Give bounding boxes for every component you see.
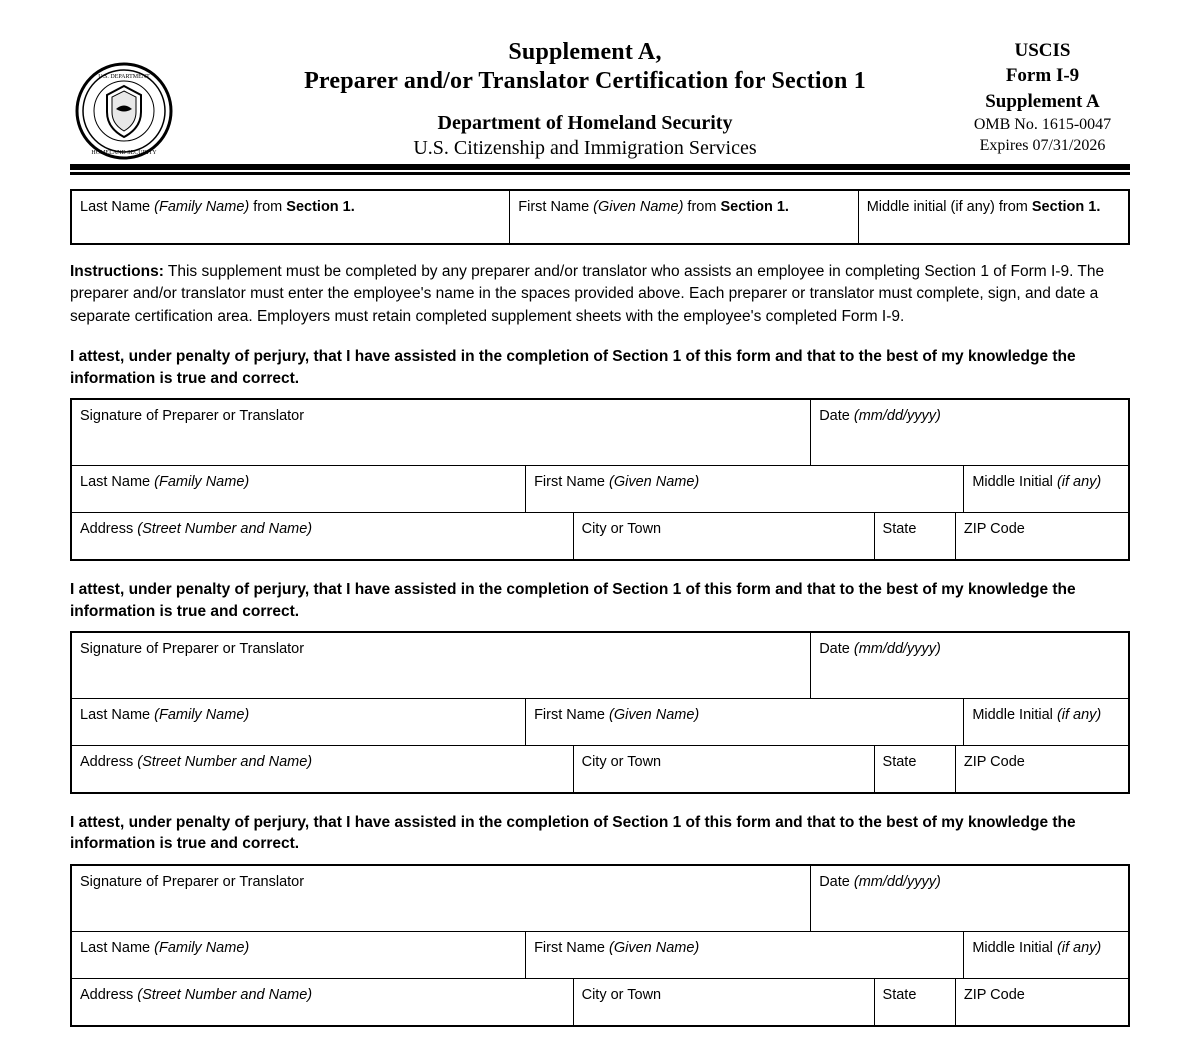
agency-name: U.S. Citizenship and Immigration Services bbox=[413, 136, 757, 159]
employee-first-name-field[interactable] bbox=[510, 191, 858, 243]
state-label: State bbox=[882, 521, 917, 538]
employee-first-name-label-bold: Section 1. bbox=[720, 199, 789, 215]
middle-initial-italic: (if any) bbox=[1056, 706, 1102, 723]
address-label: Address bbox=[80, 521, 138, 538]
preparer-zip-field-3[interactable] bbox=[956, 978, 1128, 1025]
last-name-label: Last Name bbox=[80, 939, 155, 956]
form-header bbox=[0, 0, 1200, 159]
last-name-label: Last Name bbox=[80, 706, 155, 723]
preparer-date-field-2[interactable] bbox=[811, 633, 1128, 698]
preparer-middle-initial-field-3[interactable] bbox=[964, 931, 1128, 978]
middle-initial-label: Middle Initial bbox=[972, 474, 1057, 491]
first-name-italic: (Given Name) bbox=[609, 706, 700, 723]
attestation-statement-1: I attest, under penalty of perjury, that I have assisted in the completion of Section 1 of this form and that to the best of my knowledge the information is true and correct. bbox=[70, 348, 1076, 387]
employee-name-row bbox=[72, 191, 1128, 243]
preparer-city-field-1[interactable] bbox=[574, 512, 875, 559]
signature-label: Signature of Preparer or Translator bbox=[80, 408, 305, 425]
first-name-label: First Name bbox=[534, 706, 609, 723]
preparer-city-field-2[interactable] bbox=[574, 745, 875, 792]
date-format: (mm/dd/yyyy) bbox=[853, 873, 941, 890]
department-name: Department of Homeland Security bbox=[437, 111, 733, 134]
address-label: Address bbox=[80, 986, 138, 1003]
preparer-address-field-3[interactable] bbox=[72, 978, 574, 1025]
title-line-2: Preparer and/or Translator Certification for Section 1 bbox=[304, 68, 866, 95]
preparer-middle-initial-field-1[interactable] bbox=[964, 465, 1128, 512]
employee-first-name-label-italic: (Given Name) bbox=[593, 199, 684, 215]
preparer-address-field-2[interactable] bbox=[72, 745, 574, 792]
header-divider bbox=[70, 164, 1130, 175]
preparer-date-field-3[interactable] bbox=[811, 866, 1128, 931]
signature-row bbox=[72, 866, 1128, 931]
svg-text:HOMELAND SECURITY: HOMELAND SECURITY bbox=[91, 150, 157, 156]
city-label: City or Town bbox=[581, 986, 662, 1003]
first-name-italic: (Given Name) bbox=[609, 939, 700, 956]
preparer-signature-field-1[interactable] bbox=[72, 400, 811, 465]
instructions-text: This supplement must be completed by any preparer and/or translator who assists an employee in completing Section 1 of Form I-9. The preparer and/or translator must enter the employee's name in the spaces provided above. Each preparer or translator must complete, sign, and date a separate certification area. Employers must retain completed supplement sheets with the employee's completed Form I-9. bbox=[70, 263, 1105, 325]
preparer-first-name-field-3[interactable] bbox=[526, 931, 964, 978]
preparer-state-field-2[interactable] bbox=[875, 745, 956, 792]
certification-block-2 bbox=[70, 631, 1130, 794]
divider-thin bbox=[70, 172, 1130, 175]
middle-initial-label: Middle Initial bbox=[972, 939, 1057, 956]
first-name-label: First Name bbox=[534, 474, 609, 491]
preparer-zip-field-1[interactable] bbox=[956, 512, 1128, 559]
employee-last-name-field[interactable] bbox=[72, 191, 510, 243]
city-label: City or Town bbox=[581, 521, 662, 538]
attestation-statement-3: I attest, under penalty of perjury, that I have assisted in the completion of Section 1 of this form and that to the best of my knowledge the information is true and correct. bbox=[70, 813, 1076, 853]
first-name-label: First Name bbox=[534, 939, 609, 956]
employee-middle-initial-label-prefix: Middle initial (if any) from bbox=[866, 199, 1032, 215]
preparer-last-name-field-3[interactable] bbox=[72, 931, 526, 978]
preparer-zip-field-2[interactable] bbox=[956, 745, 1128, 792]
address-label: Address bbox=[80, 753, 138, 770]
attestation-statement-2: I attest, under penalty of perjury, that I have assisted in the completion of Section 1 of this form and that to the best of my knowledge the information is true and correct. bbox=[70, 581, 1076, 620]
middle-initial-italic: (if any) bbox=[1056, 474, 1102, 491]
date-label: Date bbox=[819, 408, 854, 425]
preparer-last-name-field-1[interactable] bbox=[72, 465, 526, 512]
middle-initial-italic: (if any) bbox=[1056, 939, 1102, 956]
employee-last-name-label-bold: Section 1. bbox=[286, 199, 355, 215]
last-name-label: Last Name bbox=[80, 474, 155, 491]
preparer-address-row bbox=[72, 512, 1128, 559]
last-name-italic: (Family Name) bbox=[154, 474, 250, 491]
preparer-name-row bbox=[72, 931, 1128, 978]
employee-middle-initial-field[interactable] bbox=[859, 191, 1128, 243]
preparer-state-field-3[interactable] bbox=[875, 978, 956, 1025]
expiration-date: Expires 07/31/2026 bbox=[979, 137, 1106, 155]
preparer-state-field-1[interactable] bbox=[875, 512, 956, 559]
preparer-signature-field-3[interactable] bbox=[72, 866, 811, 931]
preparer-first-name-field-1[interactable] bbox=[526, 465, 964, 512]
employee-last-name-label-italic: (Family Name) bbox=[154, 199, 250, 215]
first-name-italic: (Given Name) bbox=[609, 474, 700, 491]
signature-label: Signature of Preparer or Translator bbox=[80, 640, 305, 657]
signature-label: Signature of Preparer or Translator bbox=[80, 873, 305, 890]
address-italic: (Street Number and Name) bbox=[137, 986, 313, 1003]
state-label: State bbox=[882, 986, 917, 1003]
employee-first-name-label-prefix: First Name bbox=[518, 199, 594, 215]
signature-row bbox=[72, 633, 1128, 698]
signature-row bbox=[72, 400, 1128, 465]
date-label: Date bbox=[819, 873, 854, 890]
employee-middle-initial-label-bold: Section 1. bbox=[1031, 199, 1101, 215]
zip-label: ZIP Code bbox=[963, 753, 1025, 770]
instructions-label: Instructions: bbox=[70, 263, 164, 280]
date-format: (mm/dd/yyyy) bbox=[853, 408, 941, 425]
employee-first-name-label-middle: from bbox=[683, 199, 721, 215]
page-title bbox=[130, 20, 1040, 161]
employee-name-grid bbox=[70, 189, 1130, 245]
form-identification bbox=[955, 38, 1130, 157]
preparer-name-row bbox=[72, 698, 1128, 745]
agency-abbreviation: USCIS bbox=[1014, 40, 1071, 61]
preparer-address-row bbox=[72, 745, 1128, 792]
omb-number: OMB No. 1615-0047 bbox=[973, 115, 1112, 133]
employee-last-name-label-middle: from bbox=[249, 199, 287, 215]
zip-label: ZIP Code bbox=[963, 986, 1025, 1003]
preparer-address-row bbox=[72, 978, 1128, 1025]
preparer-signature-field-2[interactable] bbox=[72, 633, 811, 698]
dhs-seal-icon bbox=[75, 62, 173, 160]
preparer-address-field-1[interactable] bbox=[72, 512, 574, 559]
preparer-first-name-field-2[interactable] bbox=[526, 698, 964, 745]
certification-block-3 bbox=[70, 864, 1130, 1027]
supplement-label: Supplement A bbox=[985, 90, 1100, 112]
address-italic: (Street Number and Name) bbox=[137, 521, 313, 538]
preparer-date-field-1[interactable] bbox=[811, 400, 1128, 465]
instructions-paragraph bbox=[70, 261, 1130, 328]
middle-initial-label: Middle Initial bbox=[972, 706, 1057, 723]
preparer-city-field-3[interactable] bbox=[574, 978, 875, 1025]
preparer-middle-initial-field-2[interactable] bbox=[964, 698, 1128, 745]
state-label: State bbox=[882, 753, 917, 770]
title-line-1: Supplement A, bbox=[508, 39, 662, 65]
certification-block-1 bbox=[70, 398, 1130, 561]
zip-label: ZIP Code bbox=[963, 521, 1025, 538]
date-format: (mm/dd/yyyy) bbox=[853, 640, 941, 657]
svg-text:U.S. DEPARTMENT: U.S. DEPARTMENT bbox=[98, 74, 150, 80]
form-number: Form I-9 bbox=[1005, 65, 1080, 87]
preparer-last-name-field-2[interactable] bbox=[72, 698, 526, 745]
date-label: Date bbox=[819, 640, 854, 657]
employee-last-name-label-prefix: Last Name bbox=[80, 199, 155, 215]
address-italic: (Street Number and Name) bbox=[137, 753, 313, 770]
last-name-italic: (Family Name) bbox=[154, 706, 250, 723]
city-label: City or Town bbox=[581, 753, 662, 770]
last-name-italic: (Family Name) bbox=[154, 939, 250, 956]
preparer-name-row bbox=[72, 465, 1128, 512]
